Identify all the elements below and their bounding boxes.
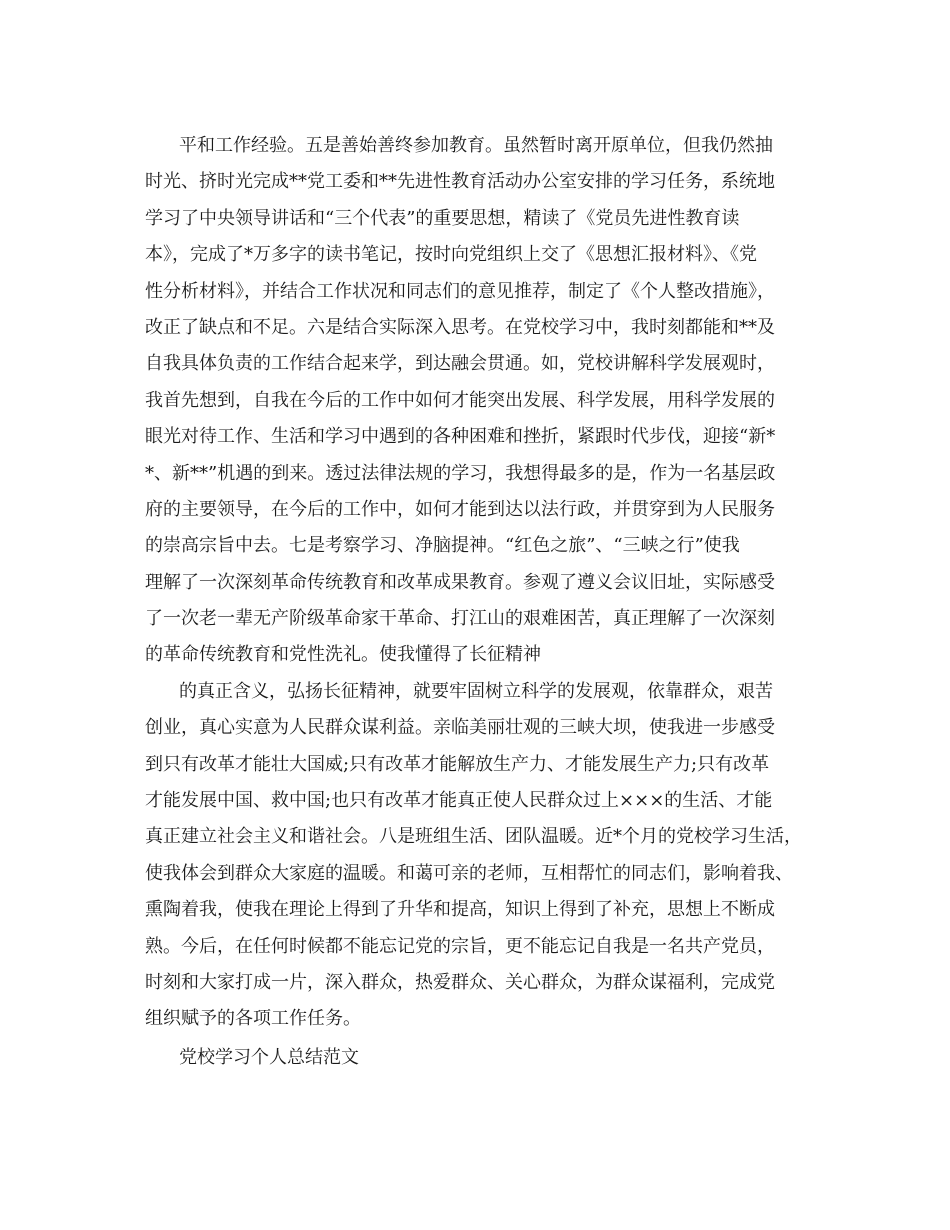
text-line: 组织赋予的各项工作任务。 bbox=[145, 1008, 361, 1030]
text-line: 时刻和大家打成一片，深入群众，热爱群众、关心群众，为群众谋福利，完成党 bbox=[145, 971, 775, 993]
text-line: 的崇高宗旨中去。七是考察学习、净脑提神。“红色之旅”、“三峡之行”使我 bbox=[145, 535, 740, 557]
text-line: 时光、挤时光完成**党工委和**先进性教育活动办公室安排的学习任务，系统地 bbox=[145, 171, 775, 193]
text-line: 熏陶着我，使我在理论上得到了升华和提高，知识上得到了补充，思想上不断成 bbox=[145, 899, 775, 921]
text-line: 使我体会到群众大家庭的温暖。和蔼可亲的老师，互相帮忙的同志们，影响着我、 bbox=[145, 862, 793, 884]
section-heading: 党校学习个人总结范文 bbox=[179, 1046, 359, 1068]
text-line: *、新**”机遇的到来。透过法律法规的学习，我想得最多的是，作为一名基层政 bbox=[145, 462, 776, 484]
text-line: 的革命传统教育和党性洗礼。使我懂得了长征精神 bbox=[145, 644, 541, 666]
text-line: 真正建立社会主义和谐社会。八是班组生活、团队温暖。近*个月的党校学习生活， bbox=[145, 826, 802, 848]
text-line: 的真正含义，弘扬长征精神，就要牢固树立科学的发展观，依靠群众，艰苦 bbox=[179, 680, 773, 702]
text-line: 熟。今后，在任何时候都不能忘记党的宗旨，更不能忘记自我是一名共产党员， bbox=[145, 935, 775, 957]
text-line: 本》，完成了*万多字的读书笔记，按时向党组织上交了《思想汇报材料》、《党 bbox=[145, 244, 757, 266]
text-line: 平和工作经验。五是善始善终参加教育。虽然暂时离开原单位，但我仍然抽 bbox=[179, 135, 773, 156]
text-line: 性分析材料》，并结合工作状况和同志们的意见推荐，制定了《个人整改措施》， bbox=[145, 280, 775, 302]
text-line: 理解了一次深刻革命传统教育和改革成果教育。参观了遵义会议旧址，实际感受 bbox=[145, 571, 775, 593]
text-line: 学习了中央领导讲话和“三个代表”的重要思想，精读了《党员先进性教育读 bbox=[145, 207, 740, 229]
text-line: 了一次老一辈无产阶级革命家干革命、打江山的艰难困苦，真正理解了一次深刻 bbox=[145, 608, 775, 630]
text-line: 改正了缺点和不足。六是结合实际深入思考。在党校学习中，我时刻都能和**及 bbox=[145, 316, 775, 338]
text-line: 我首先想到，自我在今后的工作中如何才能突出发展、科学发展，用科学发展的 bbox=[145, 389, 775, 411]
text-line: 才能发展中国、救中国;也只有改革才能真正使人民群众过上×××的生活、才能 bbox=[145, 790, 773, 812]
text-line: 到只有改革才能壮大国威;只有改革才能解放生产力、才能发展生产力;只有改革 bbox=[145, 753, 770, 775]
text-line: 自我具体负责的工作结合起来学，到达融会贯通。如，党校讲解科学发展观时， bbox=[145, 353, 775, 375]
text-line: 创业，真心实意为人民群众谋利益。亲临美丽壮观的三峡大坝，使我进一步感受 bbox=[145, 717, 775, 739]
text-line: 眼光对待工作、生活和学习中遇到的各种困难和挫折，紧跟时代步伐，迎接“新* bbox=[145, 426, 776, 448]
document-body bbox=[145, 128, 825, 1076]
text-line: 府的主要领导，在今后的工作中，如何才能到达以法行政，并贯穿到为人民服务 bbox=[145, 498, 775, 520]
